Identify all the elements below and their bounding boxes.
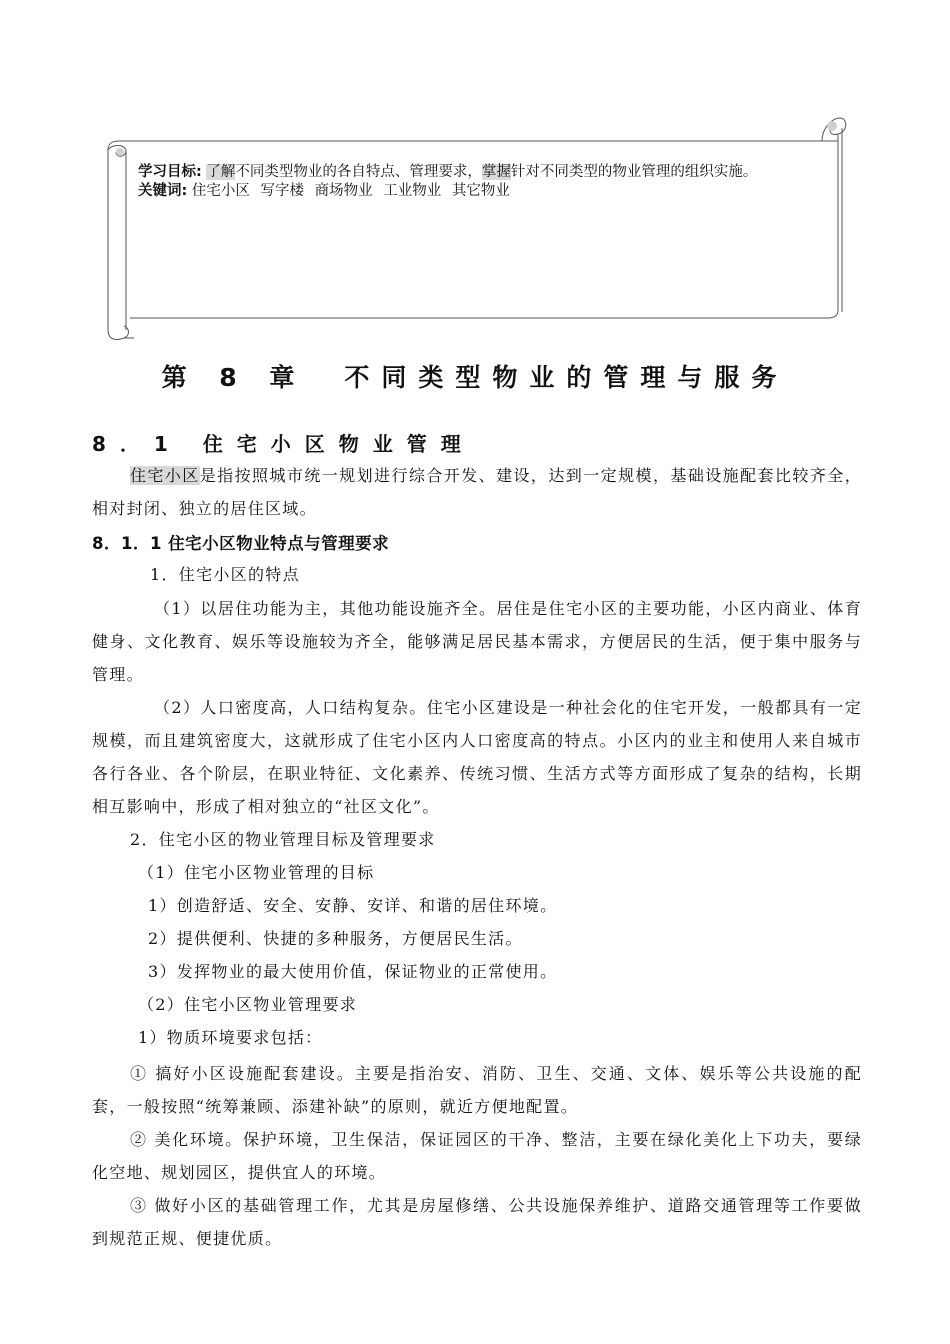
objectives-label: 学习目标: (138, 164, 202, 180)
circled-item-3: ③ 做好小区的基础管理工作，尤其是房屋修缮、公共设施保养维护、道路交通管理等工作要做到规范正规、便捷优质。 (92, 1196, 862, 1248)
intro-text: 是指按照城市统一规划进行综合开发、建设，达到一定规模，基础设施配套比较齐全，相对封闭、独立的居住区域。 (92, 466, 862, 518)
body-heading-1: 1．住宅小区的特点 (150, 565, 300, 584)
keyword: 住宅小区 (191, 183, 250, 199)
objectives-box (138, 163, 818, 201)
objectives-highlight-1: 了解 (206, 164, 236, 180)
intro-paragraph (92, 459, 862, 525)
keywords-label: 关键词: (138, 183, 188, 199)
intro-term: 住宅小区 (130, 466, 200, 485)
goal-item-2: 2）提供便利、快捷的多种服务，方便居民生活。 (148, 929, 523, 948)
keyword: 其它物业 (451, 183, 510, 199)
subsection-heading: 8．1．1 住宅小区物业特点与管理要求 (92, 534, 390, 553)
keywords-line (138, 182, 818, 201)
keyword: 写字楼 (260, 183, 305, 199)
objectives-text-1: 不同类型物业的各自特点、管理要求， (235, 164, 482, 180)
section-heading: 8．1 住宅小区物业管理 (92, 432, 475, 456)
objectives-text-2: 针对不同类型的物业管理的组织实施。 (510, 164, 758, 180)
objectives-highlight-2: 掌握 (481, 164, 511, 180)
keyword: 商场物业 (314, 183, 373, 199)
circled-item-1: ① 搞好小区设施配套建设。主要是指治安、消防、卫生、交通、文体、娱乐等公共设施的配套，一般按照“统筹兼顾、添建补缺”的原则，就近方便地配置。 (92, 1064, 862, 1116)
keyword: 工业物业 (383, 183, 442, 199)
body-paragraph-2: （2）人口密度高，人口结构复杂。住宅小区建设是一种社会化的住宅开发，一般都具有一定规模，而且建筑密度大，这就形成了住宅小区内人口密度高的特点。小区内的业主和使用人来自城市各行各业、各个阶层，在职业特征、文化素养、传统习惯、生活方式等方面形成了复杂的结构，长期相互影响中，形成了相对独立的“社区文化”。 (92, 698, 862, 816)
body-heading-2: 2．住宅小区的物业管理目标及管理要求 (130, 830, 436, 849)
body-paragraph-1: （1）以居住功能为主，其他功能设施齐全。居住是住宅小区的主要功能，小区内商业、体育健身、文化教育、娱乐等设施较为齐全，能够满足居民基本需求，方便居民的生活，便于集中服务与管理。 (92, 599, 862, 684)
body-heading-4: （2）住宅小区物业管理要求 (138, 995, 358, 1014)
chapter-heading (0, 358, 950, 394)
chapter-number: 第 8 章 (161, 363, 307, 392)
objectives-line (138, 163, 818, 182)
chapter-title: 不同类型物业的管理与服务 (344, 363, 789, 392)
body-heading-3: （1）住宅小区物业管理的目标 (138, 863, 375, 882)
circled-item-2: ② 美化环境。保护环境，卫生保洁，保证园区的干净、整洁，主要在绿化美化上下功夫，要绿化空地、规划园区，提供宜人的环境。 (92, 1130, 862, 1182)
goal-item-1: 1）创造舒适、安全、安静、安详、和谐的居住环境。 (148, 896, 558, 915)
goal-item-3: 3）发挥物业的最大使用价值，保证物业的正常使用。 (148, 962, 558, 981)
requirement-item-1: 1）物质环境要求包括： (138, 1028, 323, 1047)
